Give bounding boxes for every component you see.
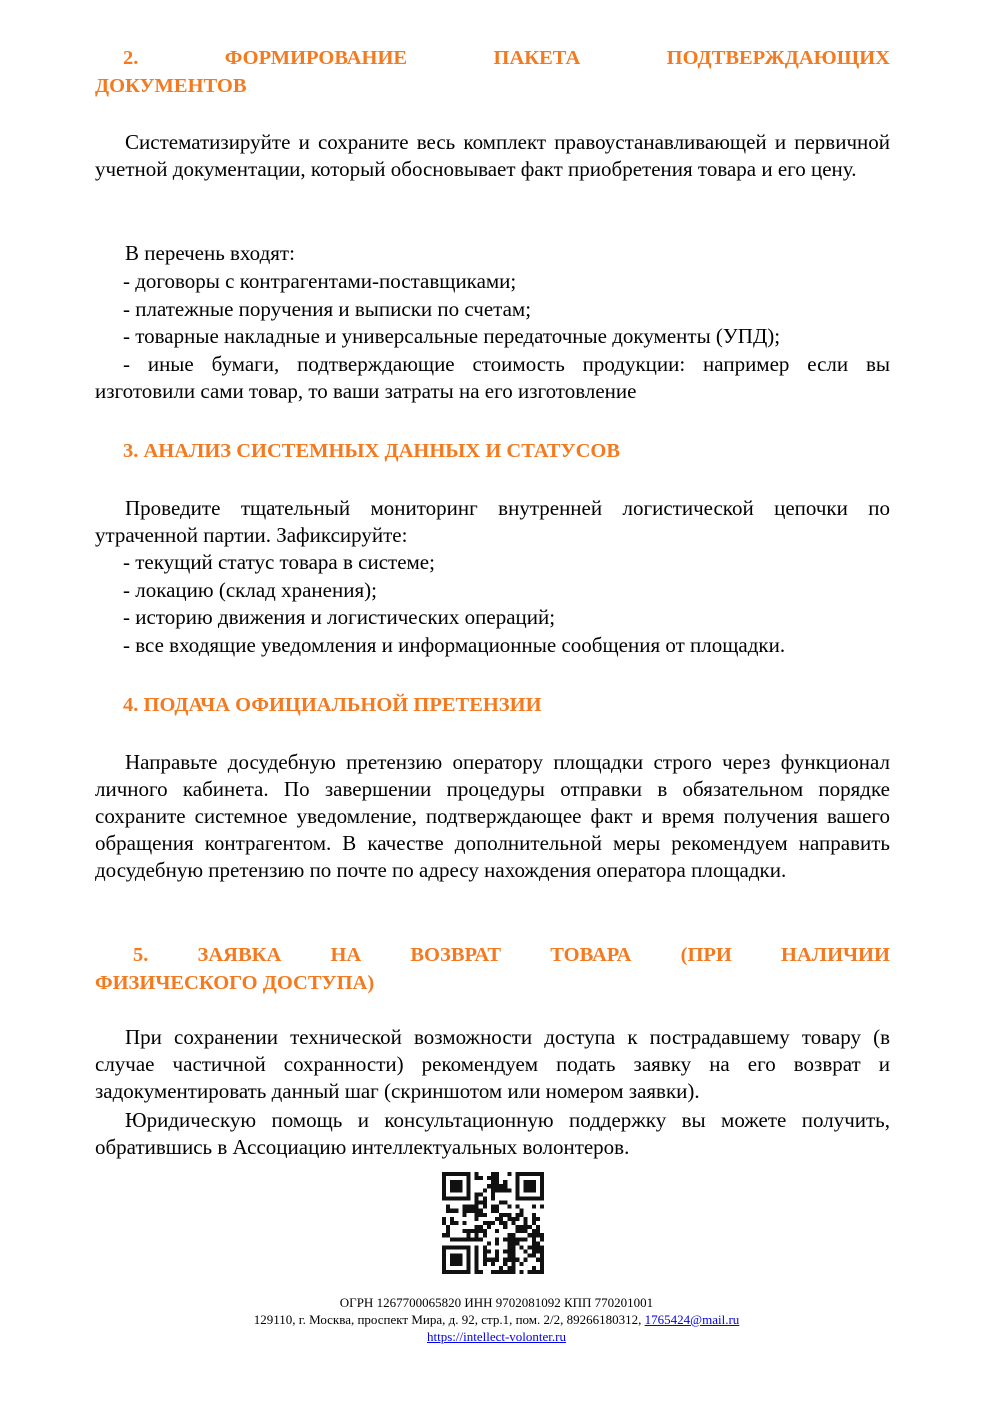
section-5-heading-line1: [95, 941, 890, 969]
section-4-heading: 4. ПОДАЧА ОФИЦИАЛЬНОЙ ПРЕТЕНЗИИ: [123, 694, 542, 716]
list-item: - иные бумаги, подтверждающие стоимость продукции: например если вы изготовили сами товар, то ваши затраты на его изготовление: [95, 351, 890, 403]
section-2-heading-line2: ДОКУМЕНТОВ: [95, 75, 247, 97]
section-3-heading: 3. АНАЛИЗ СИСТЕМНЫХ ДАННЫХ И СТАТУСОВ: [123, 440, 621, 462]
section-2-heading-word: 2.: [123, 47, 139, 69]
list-item: - товарные накладные и универсальные передаточные документы (УПД);: [123, 324, 781, 348]
footer-email-link[interactable]: 1765424@mail.ru: [644, 1312, 740, 1327]
list-item: - платежные поручения и выписки по счетам;: [123, 296, 532, 321]
section-5-heading-word: НАЛИЧИИ: [781, 944, 890, 966]
section-5-heading-word: (ПРИ: [680, 944, 732, 966]
footer-website: [0, 1328, 993, 1345]
list-item: - договоры с контрагентами-поставщиками;: [123, 269, 517, 293]
section-5-paragraph-2: Юридическую помощь и консультационную поддержку вы можете получить, обратившись в Ассоциацию интеллектуальных волонтеров.: [95, 1108, 890, 1159]
section-5-heading-word: ТОВАРА: [550, 944, 632, 966]
footer-registration: ОГРН 1267700065820 ИНН 9702081092 КПП 770201001: [339, 1295, 654, 1310]
list-item: - все входящие уведомления и информационные сообщения от площадки.: [123, 632, 786, 657]
footer-website-link[interactable]: https://intellect-volonter.ru: [426, 1329, 566, 1344]
section-4-paragraph: Направьте досудебную претензию оператору площадки строго через функционал личного кабинета. По завершении процедуры отправки в обязательном порядке сохраните системное уведомление, подтверждающее факт и время получения вашего обращения контрагентом. В качестве дополнительной меры рекомендуем направить досудебную претензию по почте по адресу нахождения оператора площадки.: [95, 750, 890, 882]
section-2-list: [95, 268, 890, 405]
section-3-paragraph: Проведите тщательный мониторинг внутренней логистической цепочки по утраченной партии. Зафиксируйте:: [95, 496, 890, 547]
section-2-heading-word: ПОДТВЕРЖДАЮЩИХ: [666, 47, 890, 69]
section-3-list: [95, 549, 890, 659]
qr-code-icon: [442, 1172, 544, 1274]
section-2-heading: [95, 44, 890, 100]
list-item: - локацию (склад хранения);: [123, 577, 377, 602]
section-2-paragraph: Систематизируйте и сохраните весь комплект правоустанавливающей и первичной учетной документации, который обосновывает факт приобретения товара и его цену.: [95, 130, 890, 181]
section-5-heading-word: НА: [330, 944, 362, 966]
section-5-heading-word: ЗАЯВКА: [197, 944, 282, 966]
list-item: - историю движения и логистических операций;: [123, 605, 556, 629]
section-5-heading-word: ВОЗВРАТ: [410, 944, 502, 966]
footer-address-text: 129110, г. Москва, проспект Мира, д. 92, стр.1, пом. 2/2, 89266180312,: [253, 1312, 645, 1327]
section-5-heading-line2: ФИЗИЧЕСКОГО ДОСТУПА): [95, 972, 375, 994]
section-5-heading: [95, 941, 890, 997]
section-2-heading-word: ПАКЕТА: [493, 47, 581, 69]
section-2-heading-line1: [95, 44, 890, 72]
section-2-heading-word: ФОРМИРОВАНИЕ: [224, 47, 408, 69]
section-5-paragraph-1: При сохранении технической возможности доступа к пострадавшему товару (в случае частичной сохранности) рекомендуем подать заявку на его возврат и задокументировать данный шаг (скриншотом или номером заявки).: [95, 1025, 890, 1103]
section-2-list-intro: В перечень входят:: [125, 241, 295, 265]
list-item: - текущий статус товара в системе;: [123, 550, 435, 574]
section-5-heading-word: 5.: [133, 944, 149, 966]
footer-address: [0, 1311, 993, 1328]
footer: [0, 1294, 993, 1345]
